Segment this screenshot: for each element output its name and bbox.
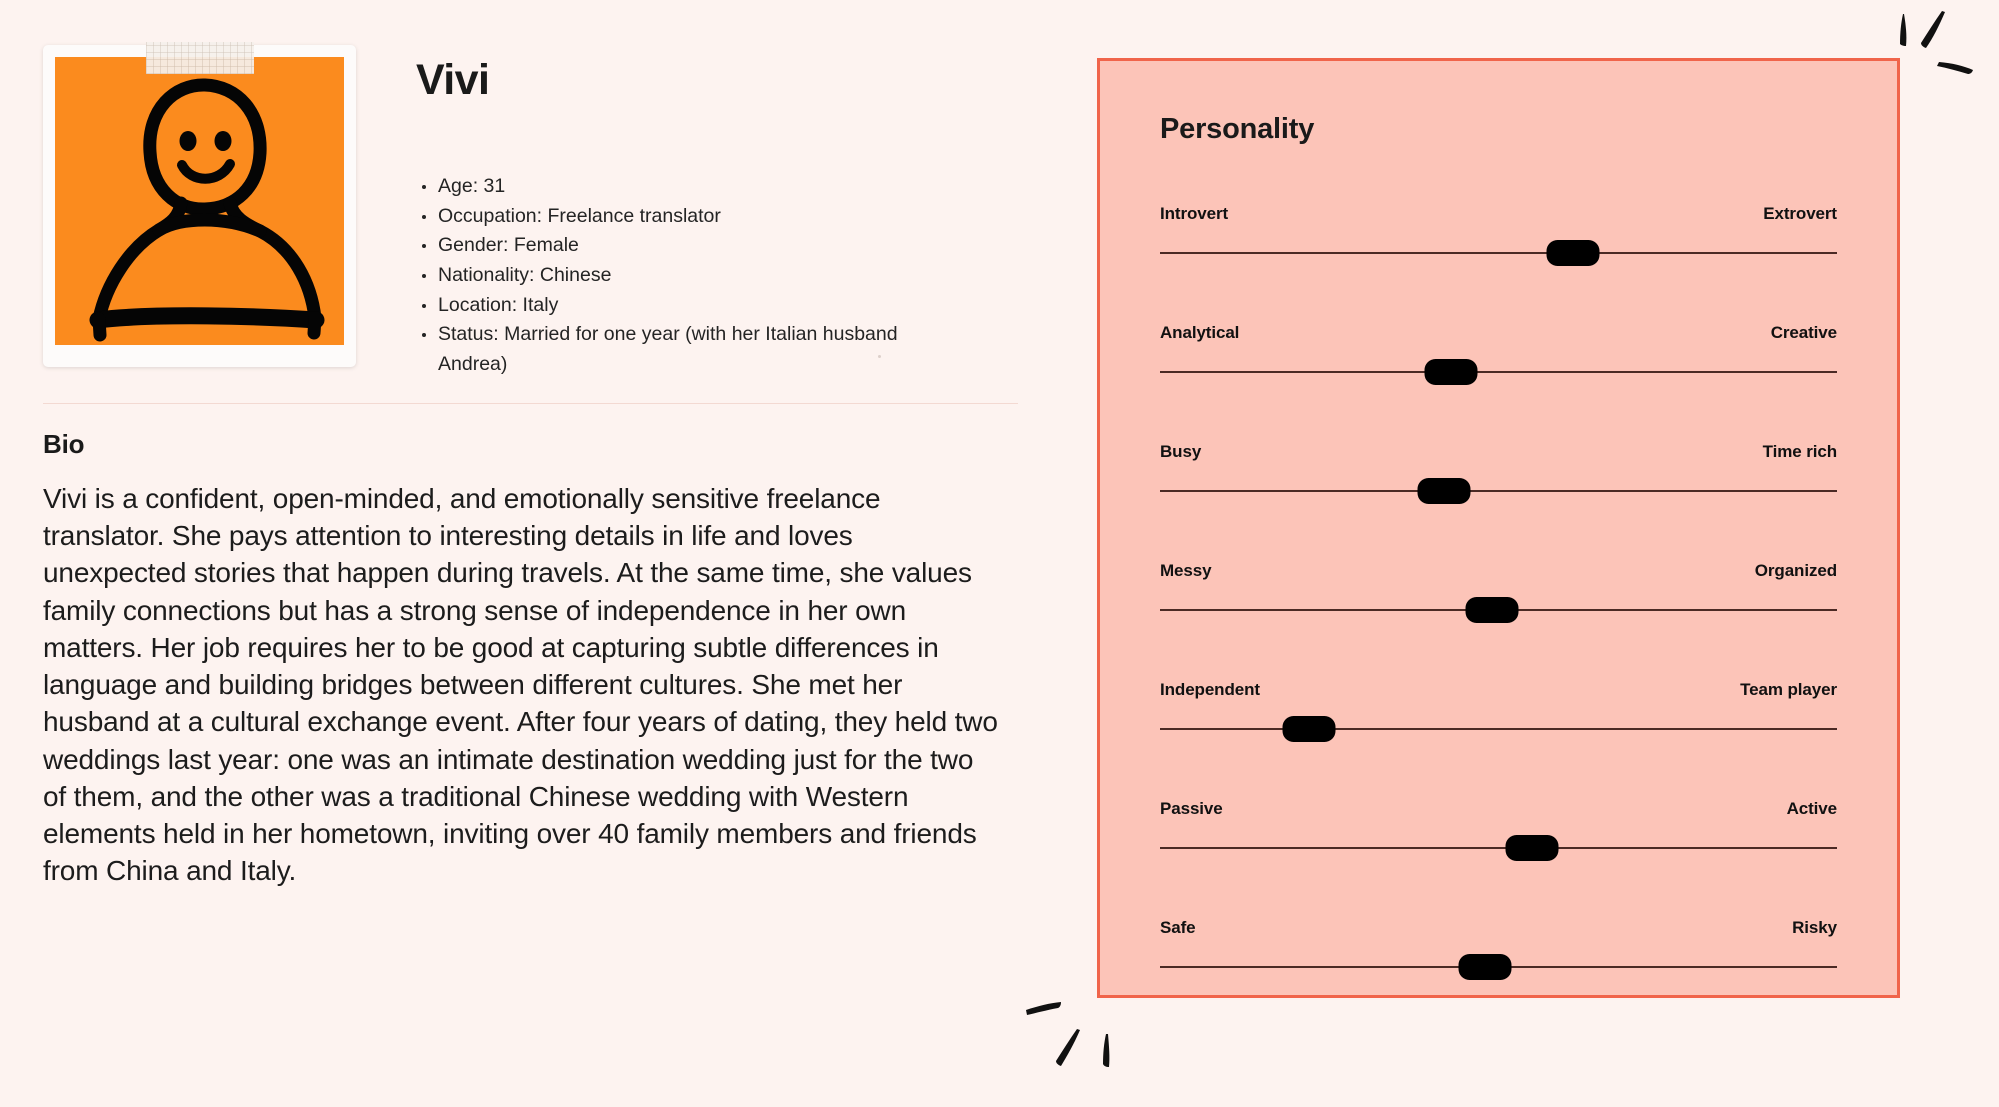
profile-panel <box>43 45 1018 1085</box>
trait-slider-thumb[interactable] <box>1425 359 1478 385</box>
trait-left-label: Passive <box>1160 799 1223 818</box>
list-item: Nationality: Chinese <box>416 261 946 291</box>
personality-trait-list <box>1160 204 1837 980</box>
trait-row <box>1160 442 1837 504</box>
trait-right-label: Active <box>1786 799 1837 818</box>
tape-strip-icon <box>146 42 254 74</box>
trait-right-label: Extrovert <box>1763 204 1837 223</box>
trait-slider[interactable] <box>1160 478 1837 504</box>
trait-right-label: Time rich <box>1762 442 1837 461</box>
trait-left-label: Independent <box>1160 680 1260 699</box>
trait-labels <box>1160 799 1837 819</box>
trait-labels <box>1160 680 1837 700</box>
trait-labels <box>1160 561 1837 581</box>
page-title: Vivi <box>416 56 490 104</box>
list-item: Occupation: Freelance translator <box>416 202 946 232</box>
trait-right-label: Team player <box>1740 680 1837 699</box>
trait-row <box>1160 799 1837 861</box>
trait-slider-thumb[interactable] <box>1282 716 1335 742</box>
trait-row <box>1160 323 1837 385</box>
list-item: Age: 31 <box>416 172 946 202</box>
trait-slider-thumb[interactable] <box>1458 954 1511 980</box>
trait-right-label: Risky <box>1792 918 1837 937</box>
bio-text: Vivi is a confident, open-minded, and emotionally sensitive freelance translator. She pays attention to interesting details in life and loves unexpected stories that happen during travels. At the same time, she values family connections but has a strong sense of independence in her own matters. Her job requires her to be good at capturing subtle differences in language and building bridges between different cultures. She met her husband at a cultural exchange event. After four years of dating, they held two weddings last year: one was an intimate destination wedding just for the two of them, and the other was a traditional Chinese wedding with Western elements held in her hometown, inviting over 40 family members and friends from China and Italy. <box>43 483 998 887</box>
trait-row <box>1160 918 1837 980</box>
trait-slider[interactable] <box>1160 240 1837 266</box>
avatar <box>55 57 344 345</box>
trait-left-label: Introvert <box>1160 204 1229 223</box>
trait-slider-thumb[interactable] <box>1546 240 1599 266</box>
profile-fact-list <box>416 172 1018 379</box>
trait-right-label: Organized <box>1754 561 1837 580</box>
personality-heading: Personality <box>1160 113 1315 145</box>
bio-heading: Bio <box>43 429 85 459</box>
trait-left-label: Busy <box>1160 442 1202 461</box>
list-item: Location: Italy <box>416 291 946 321</box>
trait-slider-thumb[interactable] <box>1465 597 1518 623</box>
trait-labels <box>1160 918 1837 938</box>
trait-labels <box>1160 442 1837 462</box>
stray-dot-artifact <box>878 355 881 358</box>
profile-meta <box>416 45 1018 379</box>
section-divider <box>43 403 1018 404</box>
list-item: Gender: Female <box>416 231 946 261</box>
person-doodle-avatar-icon <box>55 57 344 345</box>
trait-slider-thumb[interactable] <box>1418 478 1471 504</box>
trait-left-label: Analytical <box>1160 323 1240 342</box>
trait-labels <box>1160 323 1837 343</box>
trait-right-label: Creative <box>1770 323 1837 342</box>
trait-labels <box>1160 204 1837 224</box>
trait-slider[interactable] <box>1160 716 1837 742</box>
trait-left-label: Messy <box>1160 561 1212 580</box>
trait-row <box>1160 204 1837 266</box>
list-item: Status: Married for one year (with her Italian husband Andrea) <box>416 320 946 379</box>
personality-card <box>1097 58 1900 998</box>
trait-row <box>1160 680 1837 742</box>
trait-slider[interactable] <box>1160 954 1837 980</box>
trait-slider-thumb[interactable] <box>1506 835 1559 861</box>
profile-header <box>43 45 1018 375</box>
trait-slider[interactable] <box>1160 359 1837 385</box>
trait-left-label: Safe <box>1160 918 1196 937</box>
trait-row <box>1160 561 1837 623</box>
trait-slider[interactable] <box>1160 835 1837 861</box>
trait-slider[interactable] <box>1160 597 1837 623</box>
avatar-card <box>43 45 356 367</box>
